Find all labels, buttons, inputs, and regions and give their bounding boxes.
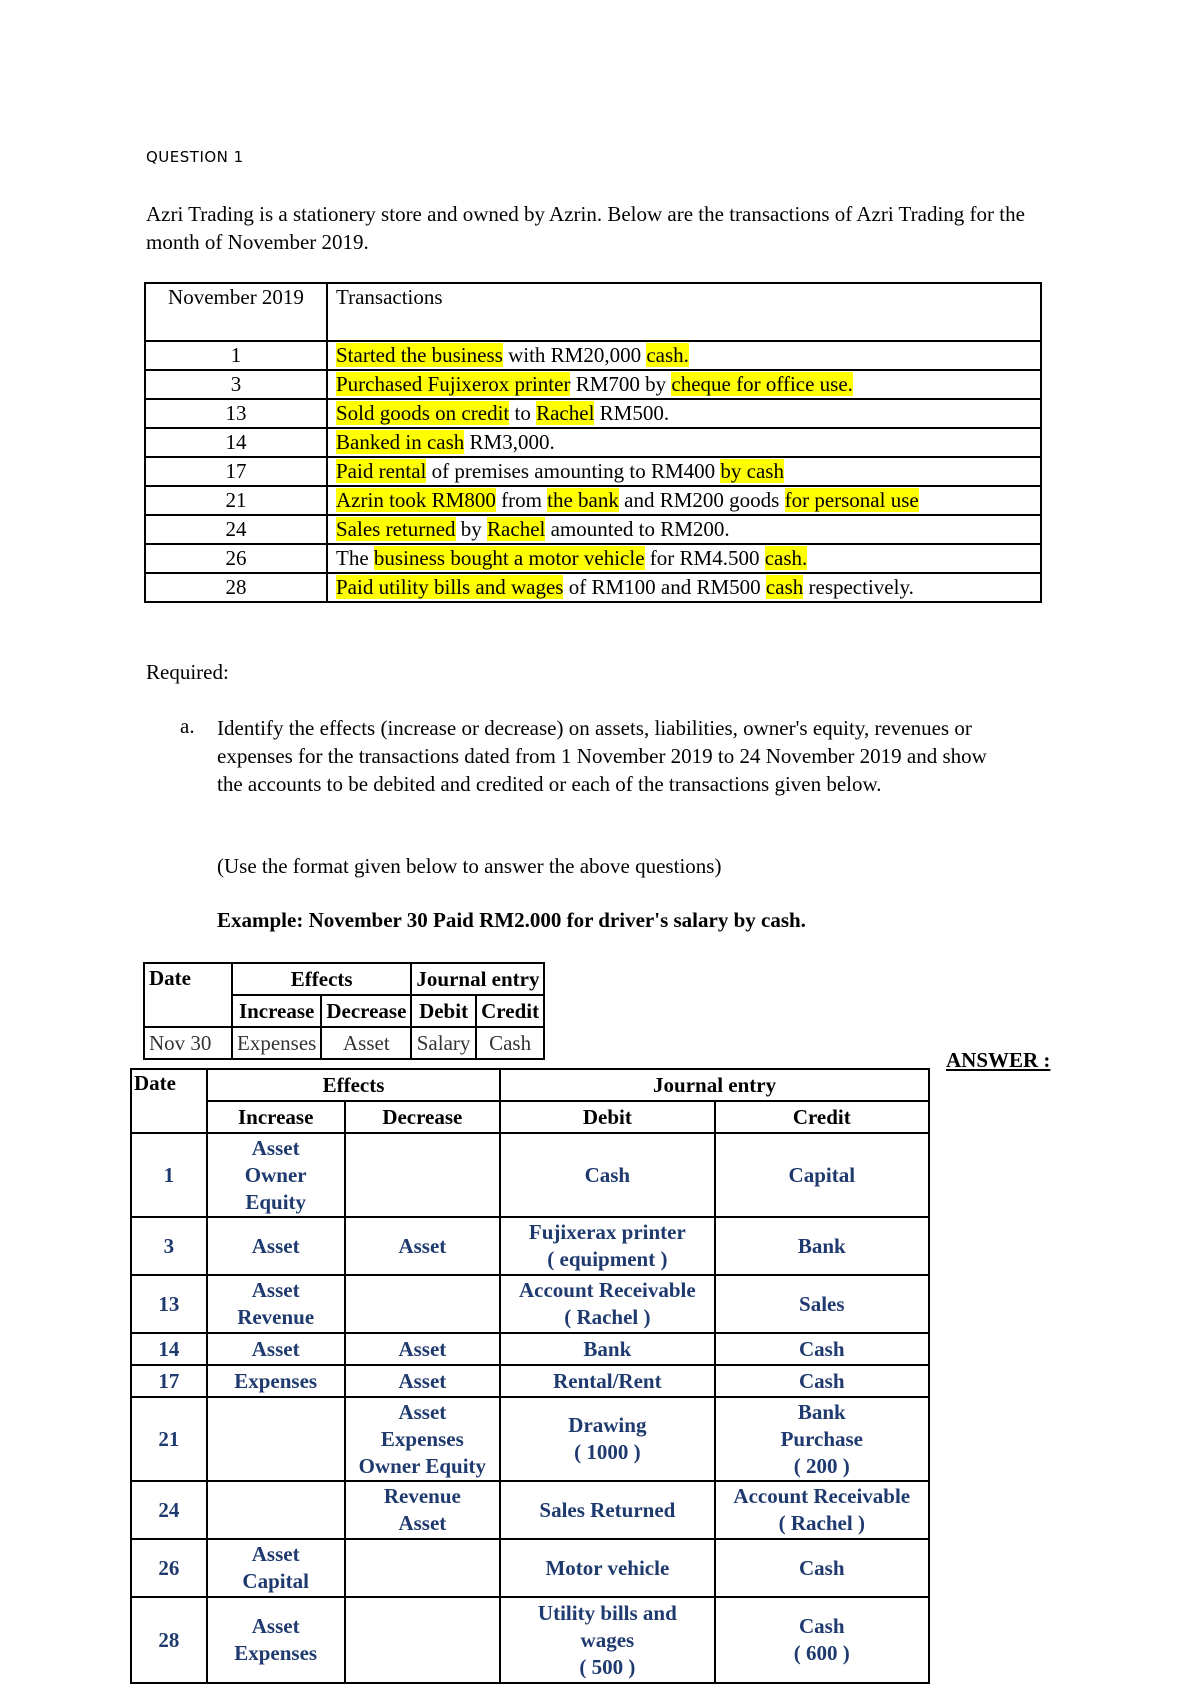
answer-cell-credit: Capital — [715, 1133, 929, 1217]
answer-cell-debit: Account Receivable ( Rachel ) — [500, 1275, 714, 1333]
question-title: QUESTION 1 — [146, 148, 244, 166]
plain-text: by — [455, 517, 488, 541]
answer-cell-credit: Cash — [715, 1365, 929, 1397]
answer-cell-decrease: Revenue Asset — [345, 1481, 501, 1539]
answer-cell-decrease: Asset — [345, 1217, 501, 1275]
highlighted-text: Sales returned — [336, 517, 456, 541]
plain-text: RM3,000. — [464, 430, 555, 454]
tx-day: 14 — [145, 428, 327, 457]
tx-header-transactions: Transactions — [327, 283, 1041, 341]
question-a-text: Identify the effects (increase or decrease) on assets, liabilities, owner's equity, revenues or expenses for the transactions dated from 1 November 2019 to 24 November 2019 and show the accounts to be debited and credited or each of the transactions given below. — [217, 716, 987, 796]
highlighted-text: Azrin took RM800 — [336, 488, 496, 512]
answer-cell-debit: Fujixerax printer ( equipment ) — [500, 1217, 714, 1275]
answer-row — [131, 1133, 929, 1217]
tx-day: 3 — [145, 370, 327, 399]
answer-cell-date: 3 — [131, 1217, 207, 1275]
answer-cell-credit: Sales — [715, 1275, 929, 1333]
ex-header-increase: Increase — [232, 995, 321, 1027]
tx-day: 24 — [145, 515, 327, 544]
tx-day: 26 — [145, 544, 327, 573]
plain-text: of premises amounting to RM400 — [426, 459, 721, 483]
highlighted-text: by cash — [720, 459, 784, 483]
answer-cell-credit: Account Receivable ( Rachel ) — [715, 1481, 929, 1539]
tx-row — [145, 544, 1041, 573]
answer-label: ANSWER : — [946, 1048, 1051, 1072]
highlighted-text: cheque for office use. — [671, 372, 853, 396]
highlighted-text: Banked in cash — [336, 430, 465, 454]
example-line: Example: November 30 Paid RM2.000 for driver's salary by cash. — [217, 908, 806, 932]
tx-description — [327, 341, 1041, 370]
highlighted-text: cash. — [764, 546, 808, 570]
plain-text: RM500. — [594, 401, 670, 425]
answer-row — [131, 1597, 929, 1683]
highlighted-text: Rachel — [536, 401, 595, 425]
answer-cell-date: 24 — [131, 1481, 207, 1539]
tx-row — [145, 573, 1041, 602]
ex-header-debit: Debit — [411, 995, 475, 1027]
answer-cell-decrease — [345, 1539, 501, 1597]
ex-row-increase: Expenses — [232, 1027, 321, 1059]
tx-description — [327, 573, 1041, 602]
tx-description — [327, 515, 1041, 544]
answer-cell-debit: Bank — [500, 1333, 714, 1365]
ex-row-date: Nov 30 — [144, 1027, 232, 1059]
answer-cell-decrease: Asset — [345, 1365, 501, 1397]
transactions-table — [144, 282, 1042, 603]
ans-header-credit: Credit — [715, 1101, 929, 1133]
answer-row — [131, 1397, 929, 1481]
tx-description — [327, 457, 1041, 486]
ex-header-credit: Credit — [476, 995, 545, 1027]
answer-cell-credit: Bank Purchase ( 200 ) — [715, 1397, 929, 1481]
tx-description — [327, 428, 1041, 457]
answer-cell-increase: Asset Revenue — [207, 1275, 345, 1333]
plain-text: and RM200 goods — [618, 488, 785, 512]
answer-cell-date: 28 — [131, 1597, 207, 1683]
answer-cell-decrease: Asset — [345, 1333, 501, 1365]
ans-header-effects: Effects — [207, 1069, 500, 1101]
answer-row — [131, 1539, 929, 1597]
tx-row — [145, 370, 1041, 399]
required-heading: Required: — [146, 660, 229, 684]
answer-cell-credit: Cash — [715, 1333, 929, 1365]
answer-cell-debit: Motor vehicle — [500, 1539, 714, 1597]
ex-header-effects: Effects — [232, 963, 411, 995]
answer-cell-credit: Cash — [715, 1539, 929, 1597]
ans-header-debit: Debit — [500, 1101, 714, 1133]
question-a-label: a. — [180, 714, 195, 738]
intro-paragraph: Azri Trading is a stationery store and owned by Azrin. Below are the transactions of Azri Trading for the month of November 2019. — [146, 202, 1025, 254]
highlighted-text: cash. — [646, 343, 689, 367]
answer-cell-date: 26 — [131, 1539, 207, 1597]
highlighted-text: Paid rental — [336, 459, 427, 483]
highlighted-text: Rachel — [487, 517, 546, 541]
ex-row-decrease: Asset — [321, 1027, 411, 1059]
ans-header-journal: Journal entry — [500, 1069, 929, 1101]
answer-cell-increase: Asset Owner Equity — [207, 1133, 345, 1217]
tx-day: 13 — [145, 399, 327, 428]
plain-text: respectively. — [803, 575, 914, 599]
answer-cell-debit: Drawing ( 1000 ) — [500, 1397, 714, 1481]
plain-text: with RM20,000 — [502, 343, 647, 367]
tx-description — [327, 370, 1041, 399]
highlighted-text: for personal use — [784, 488, 919, 512]
ex-row-debit: Salary — [411, 1027, 475, 1059]
plain-text: The — [336, 546, 374, 570]
answer-cell-debit: Rental/Rent — [500, 1365, 714, 1397]
tx-description — [327, 486, 1041, 515]
plain-text: of RM100 and RM500 — [563, 575, 766, 599]
ans-header-increase: Increase — [207, 1101, 345, 1133]
ex-row-credit: Cash — [476, 1027, 545, 1059]
highlighted-text: the bank — [547, 488, 619, 512]
tx-day: 28 — [145, 573, 327, 602]
highlighted-text: business bought a motor vehicle — [373, 546, 645, 570]
tx-day: 17 — [145, 457, 327, 486]
tx-row — [145, 515, 1041, 544]
answer-row — [131, 1217, 929, 1275]
tx-day: 21 — [145, 486, 327, 515]
tx-day: 1 — [145, 341, 327, 370]
ex-header-decrease: Decrease — [321, 995, 411, 1027]
answer-cell-credit: Cash ( 600 ) — [715, 1597, 929, 1683]
answer-cell-date: 13 — [131, 1275, 207, 1333]
plain-text: RM700 by — [570, 372, 672, 396]
answer-cell-increase: Asset Expenses — [207, 1597, 345, 1683]
ex-header-date: Date — [144, 963, 232, 1027]
tx-row — [145, 399, 1041, 428]
answer-cell-debit: Cash — [500, 1133, 714, 1217]
plain-text: for RM4.500 — [644, 546, 765, 570]
answer-cell-increase — [207, 1481, 345, 1539]
highlighted-text: Sold goods on credit — [336, 401, 510, 425]
answer-row — [131, 1365, 929, 1397]
answer-cell-increase: Expenses — [207, 1365, 345, 1397]
answer-cell-date: 17 — [131, 1365, 207, 1397]
answer-table — [130, 1068, 930, 1684]
answer-cell-date: 21 — [131, 1397, 207, 1481]
answer-cell-debit: Utility bills and wages ( 500 ) — [500, 1597, 714, 1683]
answer-cell-increase — [207, 1397, 345, 1481]
tx-description — [327, 399, 1041, 428]
answer-cell-increase: Asset — [207, 1217, 345, 1275]
answer-cell-credit: Bank — [715, 1217, 929, 1275]
plain-text: amounted to RM200. — [545, 517, 730, 541]
tx-description — [327, 544, 1041, 573]
ex-header-journal: Journal entry — [411, 963, 544, 995]
answer-cell-increase: Asset Capital — [207, 1539, 345, 1597]
tx-row — [145, 428, 1041, 457]
answer-row — [131, 1275, 929, 1333]
answer-cell-debit: Sales Returned — [500, 1481, 714, 1539]
answer-cell-decrease: Asset Expenses Owner Equity — [345, 1397, 501, 1481]
plain-text: to — [509, 401, 537, 425]
ans-header-decrease: Decrease — [345, 1101, 501, 1133]
highlighted-text: Started the business — [336, 343, 503, 367]
tx-row — [145, 341, 1041, 370]
answer-cell-date: 1 — [131, 1133, 207, 1217]
plain-text: from — [495, 488, 548, 512]
answer-cell-decrease — [345, 1133, 501, 1217]
answer-cell-decrease — [345, 1597, 501, 1683]
highlighted-text: Paid utility bills and wages — [336, 575, 564, 599]
tx-row — [145, 486, 1041, 515]
highlighted-text: Purchased Fujixerox printer — [336, 372, 571, 396]
example-table — [143, 962, 545, 1060]
answer-row — [131, 1333, 929, 1365]
tx-row — [145, 457, 1041, 486]
answer-cell-decrease — [345, 1275, 501, 1333]
highlighted-text: cash — [765, 575, 804, 599]
ans-header-date: Date — [131, 1069, 207, 1133]
tx-header-date: November 2019 — [145, 283, 327, 341]
format-note: (Use the format given below to answer the above questions) — [217, 854, 722, 878]
answer-row — [131, 1481, 929, 1539]
answer-cell-increase: Asset — [207, 1333, 345, 1365]
answer-cell-date: 14 — [131, 1333, 207, 1365]
